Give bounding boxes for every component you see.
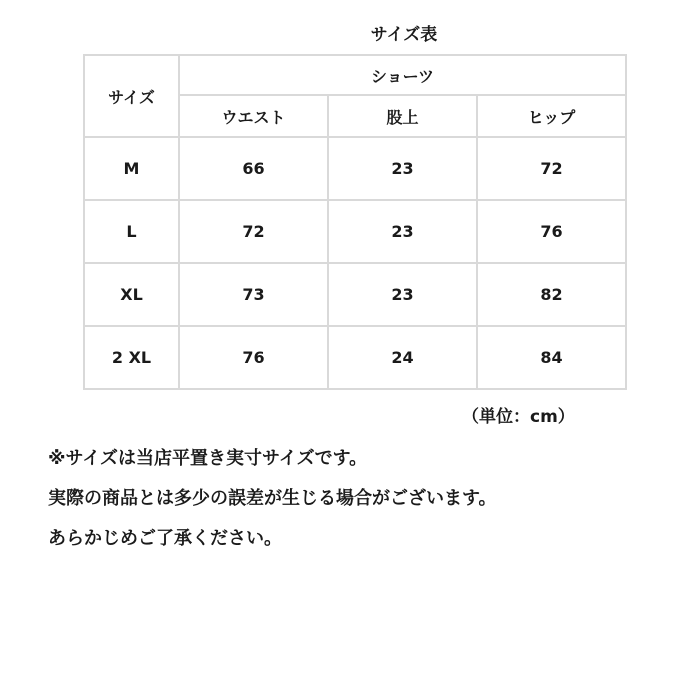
waist-value: 73 (179, 263, 328, 326)
size-label: 2 XL (84, 326, 179, 389)
size-label: L (84, 200, 179, 263)
waist-value: 66 (179, 137, 328, 200)
size-label: XL (84, 263, 179, 326)
waist-value: 72 (179, 200, 328, 263)
size-label: M (84, 137, 179, 200)
rise-value: 23 (328, 200, 477, 263)
note-line: あらかじめご了承ください。 (48, 528, 282, 549)
note-line: ※サイズは当店平置き実寸サイズです。 (48, 448, 368, 469)
rise-value: 23 (328, 137, 477, 200)
size-chart-title: サイズ表 (370, 25, 438, 45)
table-row (84, 137, 626, 200)
size-table (83, 54, 627, 390)
hip-value: 82 (477, 263, 626, 326)
rise-column-header: 股上 (328, 95, 477, 137)
rise-value: 23 (328, 263, 477, 326)
size-column-header: サイズ (84, 55, 179, 137)
hip-value: 76 (477, 200, 626, 263)
rise-value: 24 (328, 326, 477, 389)
table-header-row (84, 55, 626, 95)
shorts-group-header: ショーツ (179, 55, 626, 95)
table-row (84, 326, 626, 389)
hip-value: 84 (477, 326, 626, 389)
hip-value: 72 (477, 137, 626, 200)
note-line: 実際の商品とは多少の誤差が生じる場合がございます。 (48, 488, 497, 509)
unit-label: （単位：cm） (462, 407, 575, 427)
waist-value: 76 (179, 326, 328, 389)
waist-column-header: ウエスト (179, 95, 328, 137)
table-row (84, 200, 626, 263)
hip-column-header: ヒップ (477, 95, 626, 137)
table-row (84, 263, 626, 326)
